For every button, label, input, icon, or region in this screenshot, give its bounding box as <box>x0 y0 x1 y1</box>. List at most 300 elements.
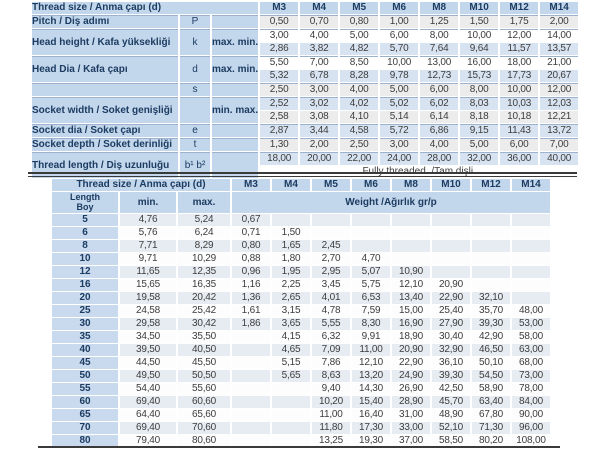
tolerance-max-cell: 30,42 <box>178 318 230 330</box>
weight-cell: 20,90 <box>392 344 430 356</box>
length-cell: 40 <box>52 344 118 356</box>
dimension-row <box>32 29 578 42</box>
dimension-value-cell: 10,18 <box>500 111 538 123</box>
weight-cell: 12,10 <box>392 279 430 291</box>
dimension-value-cell: 4,82 <box>340 43 378 55</box>
dimension-value-cell: 10,00 <box>500 83 538 96</box>
weight-cell: 53,00 <box>512 318 550 330</box>
thread-size-col-header: M6 <box>352 179 390 191</box>
weight-cell: 1,50 <box>272 227 310 239</box>
weight-cell: 71,30 <box>472 422 510 434</box>
dimension-row <box>32 15 578 28</box>
weight-cell: 7,09 <box>312 344 350 356</box>
dimension-value-cell: 8,50 <box>340 56 378 69</box>
weight-cell <box>392 227 430 239</box>
weight-cell: 9,40 <box>312 383 350 395</box>
dimensions-table <box>30 1 580 179</box>
weight-cell: 48,00 <box>512 305 550 317</box>
dimension-value-cell: 11,57 <box>500 43 538 55</box>
dimensions-table-title: Thread size / Anma çapı (d) <box>32 2 258 14</box>
weight-cell: 67,80 <box>472 409 510 421</box>
dimension-value-cell: 3,00 <box>380 138 418 151</box>
weight-cell: 4,01 <box>312 292 350 304</box>
weight-cell: 15,00 <box>392 305 430 317</box>
weight-cell: 14,30 <box>352 383 390 395</box>
dimension-value-cell: 0,70 <box>300 15 338 28</box>
weight-cell <box>432 266 470 278</box>
dimension-value-cell: 9,64 <box>460 43 498 55</box>
dimension-value-cell: 7,00 <box>300 56 338 69</box>
length-cell: 25 <box>52 305 118 317</box>
length-cell: 6 <box>52 227 118 239</box>
weight-cell: 4,15 <box>272 331 310 343</box>
weight-cell: 1,86 <box>232 318 270 330</box>
tolerance-max-cell: 60,60 <box>178 396 230 408</box>
weight-cell <box>232 383 270 395</box>
weight-table <box>50 178 552 448</box>
weight-cell: 4,70 <box>352 253 390 265</box>
dimension-value-cell: 3,44 <box>300 124 338 137</box>
tolerance-max-cell: 25,42 <box>178 305 230 317</box>
length-cell: 10 <box>52 253 118 265</box>
weight-cell: 80,20 <box>472 435 510 447</box>
dimension-value-cell: 5,50 <box>260 56 298 69</box>
dimension-value-cell: 8,00 <box>420 29 458 42</box>
dimension-value-cell: 2,00 <box>300 138 338 151</box>
thread-size-col-header: M3 <box>260 2 298 14</box>
weight-cell <box>232 370 270 382</box>
weight-row <box>52 318 550 330</box>
weight-cell: 45,70 <box>432 396 470 408</box>
weight-cell <box>232 422 270 434</box>
weight-cell: 17,30 <box>352 422 390 434</box>
weight-cell: 5,15 <box>272 357 310 369</box>
min-column-header: min. <box>120 192 176 213</box>
dimension-value-cell: 11,43 <box>500 124 538 137</box>
dimension-value-cell: 1,25 <box>420 15 458 28</box>
weight-cell <box>472 266 510 278</box>
length-cell: 12 <box>52 266 118 278</box>
weight-cell <box>472 279 510 291</box>
row-label: Head Dia / Kafa çapı <box>32 56 178 82</box>
dimension-value-cell: 4,00 <box>300 29 338 42</box>
max-column-header: max. <box>178 192 230 213</box>
length-cell: 8 <box>52 240 118 252</box>
thread-size-col-header: M12 <box>472 179 510 191</box>
weight-cell: 22,90 <box>432 292 470 304</box>
dimension-value-cell: 8,18 <box>460 111 498 123</box>
weight-cell: 48,90 <box>432 409 470 421</box>
length-cell: 30 <box>52 318 118 330</box>
dimension-row <box>32 152 578 165</box>
weight-cell: 31,00 <box>392 409 430 421</box>
tolerance-max-cell: 16,35 <box>178 279 230 291</box>
dimension-value-cell: 3,82 <box>300 43 338 55</box>
weight-cell: 37,00 <box>392 435 430 447</box>
dimension-value-cell: 0,50 <box>260 15 298 28</box>
row-limit-label <box>212 124 258 137</box>
weight-cell <box>472 253 510 265</box>
thread-size-col-header: M10 <box>460 2 498 14</box>
weight-cell: 42,90 <box>472 331 510 343</box>
dimension-value-cell: 5,32 <box>260 70 298 82</box>
weight-cell: 58,00 <box>512 331 550 343</box>
dimension-row <box>32 83 578 96</box>
dimension-value-cell: 1,00 <box>380 15 418 28</box>
dimension-value-cell: 4,58 <box>340 124 378 137</box>
tolerance-min-cell: 15,65 <box>120 279 176 291</box>
weight-cell <box>512 292 550 304</box>
weight-cell: 46,50 <box>472 344 510 356</box>
weight-cell <box>512 214 550 226</box>
dimension-value-cell: 12,00 <box>540 83 578 96</box>
weight-cell: 26,90 <box>392 383 430 395</box>
tolerance-min-cell: 79,40 <box>120 435 176 447</box>
dimension-row <box>32 138 578 151</box>
dimension-value-cell: 5,00 <box>380 83 418 96</box>
dimension-value-cell: 12,03 <box>540 97 578 110</box>
row-symbol: s <box>180 83 210 96</box>
weight-cell <box>232 409 270 421</box>
weight-cell <box>272 396 310 408</box>
weight-cell: 58,50 <box>432 435 470 447</box>
weight-cell <box>512 266 550 278</box>
weight-cell <box>352 227 390 239</box>
weight-cell: 3,45 <box>312 279 350 291</box>
weight-cell: 30,40 <box>432 331 470 343</box>
weight-row <box>52 292 550 304</box>
length-label: Length <box>70 192 100 202</box>
row-limit-label: max. min. <box>212 56 258 82</box>
weight-row <box>52 279 550 291</box>
weight-cell: 58,90 <box>472 383 510 395</box>
tolerance-max-cell: 35,50 <box>178 331 230 343</box>
length-cell: 16 <box>52 279 118 291</box>
dimension-value-cell: 9,15 <box>460 124 498 137</box>
weight-header-row <box>52 179 550 191</box>
tolerance-min-cell: 49,50 <box>120 370 176 382</box>
weight-cell: 11,00 <box>312 409 350 421</box>
thread-size-col-header: M4 <box>272 179 310 191</box>
tolerance-min-cell: 44,50 <box>120 357 176 369</box>
weight-cell: 12,10 <box>352 357 390 369</box>
weight-subheader-row <box>52 192 550 213</box>
weight-cell <box>392 253 430 265</box>
weight-row <box>52 227 550 239</box>
weight-cell <box>472 214 510 226</box>
tolerance-min-cell: 29,58 <box>120 318 176 330</box>
dimension-value-cell: 10,03 <box>500 97 538 110</box>
tolerance-max-cell: 10,29 <box>178 253 230 265</box>
length-cell: 60 <box>52 396 118 408</box>
weight-cell: 1,61 <box>232 305 270 317</box>
weight-cell: 24,90 <box>392 370 430 382</box>
weight-cell: 1,95 <box>272 266 310 278</box>
length-cell: 80 <box>52 435 118 447</box>
weight-cell: 78,00 <box>512 383 550 395</box>
tolerance-min-cell: 39,50 <box>120 344 176 356</box>
weight-cell <box>352 240 390 252</box>
weight-cell: 39,30 <box>472 318 510 330</box>
weight-cell: 0,71 <box>232 227 270 239</box>
weight-cell <box>232 344 270 356</box>
row-label: Head height / Kafa yüksekliği <box>32 29 178 55</box>
weight-cell: 6,32 <box>312 331 350 343</box>
row-symbol: d <box>180 56 210 82</box>
row-label <box>32 83 178 96</box>
table-divider-rule <box>28 172 577 177</box>
tolerance-max-cell: 65,60 <box>178 409 230 421</box>
dimension-value-cell: 3,00 <box>300 83 338 96</box>
weight-cell: 2,65 <box>272 292 310 304</box>
dimension-value-cell: 3,00 <box>260 29 298 42</box>
dimension-value-cell: 21,00 <box>540 56 578 69</box>
weight-cell: 8,30 <box>352 318 390 330</box>
weight-cell <box>512 240 550 252</box>
dimension-value-cell: 22,00 <box>340 152 378 165</box>
dimension-value-cell: 13,57 <box>540 43 578 55</box>
weight-row <box>52 357 550 369</box>
dimension-value-cell: 8,00 <box>460 83 498 96</box>
weight-cell: 2,25 <box>272 279 310 291</box>
weight-cell: 96,00 <box>512 422 550 434</box>
weight-cell <box>312 214 350 226</box>
weight-cell <box>312 227 350 239</box>
dimension-value-cell: 3,02 <box>300 97 338 110</box>
weight-cell: 28,90 <box>392 396 430 408</box>
row-limit-label <box>212 15 258 28</box>
thread-size-col-header: M10 <box>432 179 470 191</box>
weight-cell <box>392 240 430 252</box>
tolerance-min-cell: 34,50 <box>120 331 176 343</box>
thread-size-col-header: M8 <box>392 179 430 191</box>
weight-cell: 0,67 <box>232 214 270 226</box>
weight-row <box>52 331 550 343</box>
weight-cell <box>232 357 270 369</box>
dimension-value-cell: 2,00 <box>540 15 578 28</box>
length-cell: 5 <box>52 214 118 226</box>
weight-cell: 15,40 <box>352 396 390 408</box>
weight-cell: 63,00 <box>512 344 550 356</box>
row-symbol: t <box>180 138 210 151</box>
dimension-value-cell: 1,30 <box>260 138 298 151</box>
boy-label: Boy <box>76 201 94 212</box>
dimension-value-cell: 6,78 <box>300 70 338 82</box>
weight-cell <box>272 409 310 421</box>
row-symbol: b¹ b² <box>180 152 210 178</box>
weight-cell: 84,00 <box>512 396 550 408</box>
thread-size-col-header: M6 <box>380 2 418 14</box>
weight-row <box>52 214 550 226</box>
weight-cell <box>432 240 470 252</box>
dimension-value-cell: 15,73 <box>460 70 498 82</box>
dimension-value-cell: 36,00 <box>500 152 538 165</box>
tolerance-min-cell: 4,76 <box>120 214 176 226</box>
tolerance-min-cell: 11,65 <box>120 266 176 278</box>
tolerance-max-cell: 80,60 <box>178 435 230 447</box>
weight-cell <box>432 253 470 265</box>
weight-cell <box>432 214 470 226</box>
weight-cell <box>432 227 470 239</box>
tolerance-min-cell: 19,58 <box>120 292 176 304</box>
length-cell: 35 <box>52 331 118 343</box>
tolerance-max-cell: 6,24 <box>178 227 230 239</box>
weight-cell: 4,78 <box>312 305 350 317</box>
row-label: Socket width / Soket genişliği <box>32 97 178 123</box>
weight-cell: 39,30 <box>432 370 470 382</box>
dimension-value-cell: 1,50 <box>460 15 498 28</box>
weight-row <box>52 409 550 421</box>
weight-cell: 11,80 <box>312 422 350 434</box>
weight-cell: 36,10 <box>432 357 470 369</box>
tolerance-max-cell: 70,60 <box>178 422 230 434</box>
weight-cell: 63,40 <box>472 396 510 408</box>
tolerance-min-cell: 5,76 <box>120 227 176 239</box>
weight-cell <box>512 279 550 291</box>
weight-cell: 5,75 <box>352 279 390 291</box>
weight-cell: 8,63 <box>312 370 350 382</box>
weight-cell <box>392 214 430 226</box>
weight-cell <box>232 331 270 343</box>
row-label: Pitch / Diş adımı <box>32 15 178 28</box>
weight-cell: 13,25 <box>312 435 350 447</box>
weight-row <box>52 383 550 395</box>
row-symbol: P <box>180 15 210 28</box>
dimension-value-cell: 2,86 <box>260 43 298 55</box>
weight-cell: 2,95 <box>312 266 350 278</box>
row-limit-label <box>212 83 258 96</box>
weight-cell: 10,20 <box>312 396 350 408</box>
length-cell: 70 <box>52 422 118 434</box>
dimension-value-cell: 9,78 <box>380 70 418 82</box>
dimension-value-cell: 6,02 <box>420 97 458 110</box>
dimension-value-cell: 3,08 <box>300 111 338 123</box>
dimension-value-cell: 12,21 <box>540 111 578 123</box>
tolerance-min-cell: 9,71 <box>120 253 176 265</box>
weight-row <box>52 370 550 382</box>
tolerance-max-cell: 50,50 <box>178 370 230 382</box>
tolerance-max-cell: 8,29 <box>178 240 230 252</box>
dimension-value-cell: 6,14 <box>420 111 458 123</box>
dimension-value-cell: 13,00 <box>420 56 458 69</box>
dimension-value-cell: 7,64 <box>420 43 458 55</box>
weight-cell: 68,00 <box>512 357 550 369</box>
tolerance-min-cell: 24,58 <box>120 305 176 317</box>
dimension-value-cell: 5,02 <box>380 97 418 110</box>
weight-cell: 6,53 <box>352 292 390 304</box>
dimension-row <box>32 124 578 137</box>
dimension-value-cell: 2,50 <box>260 83 298 96</box>
dimension-value-cell: 16,00 <box>460 56 498 69</box>
length-cell: 55 <box>52 383 118 395</box>
weight-cell: 33,00 <box>392 422 430 434</box>
weight-cell: 10,90 <box>392 266 430 278</box>
tolerance-max-cell: 40,50 <box>178 344 230 356</box>
weight-cell: 4,65 <box>272 344 310 356</box>
weight-cell: 90,00 <box>512 409 550 421</box>
row-limit-label: min. max. <box>212 97 258 123</box>
weight-cell <box>472 227 510 239</box>
dimension-value-cell: 13,72 <box>540 124 578 137</box>
weight-cell: 13,40 <box>392 292 430 304</box>
weight-cell: 2,70 <box>312 253 350 265</box>
weight-cell: 35,70 <box>472 305 510 317</box>
thread-size-col-header: M3 <box>232 179 270 191</box>
dimension-value-cell: 6,00 <box>420 83 458 96</box>
row-symbol: e <box>180 124 210 137</box>
dimension-value-cell: 5,70 <box>380 43 418 55</box>
weight-cell: 19,30 <box>352 435 390 447</box>
dimension-value-cell: 2,52 <box>260 97 298 110</box>
weight-cell: 5,07 <box>352 266 390 278</box>
dimension-value-cell: 28,00 <box>420 152 458 165</box>
weight-cell: 27,90 <box>432 318 470 330</box>
weight-cell <box>512 253 550 265</box>
dimension-value-cell: 0,80 <box>340 15 378 28</box>
dimension-value-cell: 5,00 <box>340 29 378 42</box>
dimension-value-cell: 17,73 <box>500 70 538 82</box>
dimension-value-cell: 24,00 <box>380 152 418 165</box>
dimension-value-cell: 6,86 <box>420 124 458 137</box>
weight-cell: 0,96 <box>232 266 270 278</box>
row-label: Thread length / Diş uzunluğu <box>32 152 178 178</box>
weight-cell: 1,36 <box>232 292 270 304</box>
dimension-value-cell: 12,73 <box>420 70 458 82</box>
row-symbol: k <box>180 29 210 55</box>
tolerance-min-cell: 64,40 <box>120 409 176 421</box>
weight-cell: 16,40 <box>352 409 390 421</box>
weight-cell <box>272 422 310 434</box>
weight-cell <box>352 214 390 226</box>
dimension-value-cell: 14,00 <box>540 29 578 42</box>
weight-row <box>52 422 550 434</box>
weight-cell <box>272 214 310 226</box>
weight-cell: 50,10 <box>472 357 510 369</box>
weight-cell: 18,90 <box>392 331 430 343</box>
tolerance-max-cell: 55,60 <box>178 383 230 395</box>
row-symbol <box>180 97 210 123</box>
weight-cell: 11,00 <box>352 344 390 356</box>
weight-cell: 1,16 <box>232 279 270 291</box>
thread-size-col-header: M8 <box>420 2 458 14</box>
dimension-value-cell: 40,00 <box>540 152 578 165</box>
weight-cell: 73,00 <box>512 370 550 382</box>
length-cell: 50 <box>52 370 118 382</box>
dimension-value-cell: 8,28 <box>340 70 378 82</box>
thread-size-col-header: M4 <box>300 2 338 14</box>
tolerance-min-cell: 54,40 <box>120 383 176 395</box>
dimension-value-cell: 4,00 <box>340 83 378 96</box>
dimensions-header-row <box>32 2 578 14</box>
tolerance-max-cell: 12,35 <box>178 266 230 278</box>
weight-cell: 108,00 <box>512 435 550 447</box>
weight-cell: 7,59 <box>352 305 390 317</box>
weight-cell: 20,90 <box>432 279 470 291</box>
weight-cell <box>472 240 510 252</box>
weight-cell: 22,90 <box>392 357 430 369</box>
weight-cell: 16,90 <box>392 318 430 330</box>
weight-cell: 42,50 <box>432 383 470 395</box>
dimension-value-cell: 2,50 <box>340 138 378 151</box>
weight-cell: 54,50 <box>472 370 510 382</box>
dimension-value-cell: 6,00 <box>380 29 418 42</box>
dimension-value-cell: 12,00 <box>500 29 538 42</box>
thread-size-col-header: M12 <box>500 2 538 14</box>
weight-cell <box>272 383 310 395</box>
thread-size-col-header: M5 <box>312 179 350 191</box>
weight-cell: 25,40 <box>432 305 470 317</box>
dimension-value-cell: 18,00 <box>500 56 538 69</box>
